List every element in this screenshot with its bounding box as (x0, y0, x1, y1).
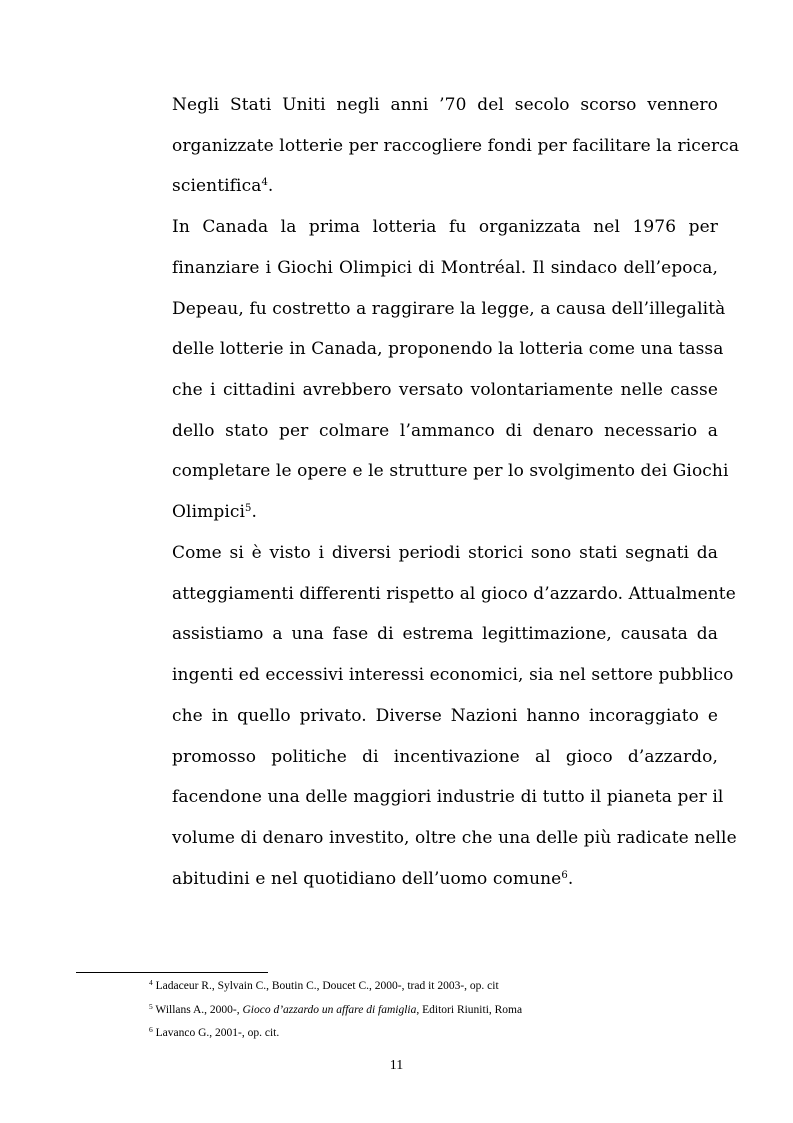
footnote-number: 4 (149, 978, 153, 987)
footnote-number: 6 (149, 1025, 153, 1034)
body-line: ingenti ed eccessivi interessi economici, sia nel settore pubblico (172, 665, 734, 685)
body-text: . (567, 869, 574, 889)
body-text: Olimpici (172, 502, 246, 522)
body-line: delle lotterie in Canada, proponendo la lotteria come una tassa (172, 339, 724, 359)
body-line: promosso politiche di incentivazione al gioco d’azzardo, (172, 747, 718, 767)
footnote-ref-5: 5 (245, 503, 252, 514)
footnote-book-title: Gioco d’azzardo un affare di famiglia (242, 1004, 417, 1016)
body-line: In Canada la prima lotteria fu organizzata nel 1976 per (172, 217, 718, 237)
footnote-separator (76, 972, 268, 973)
body-line: Negli Stati Uniti negli anni ’70 del secolo scorso vennero (172, 95, 718, 115)
body-line: volume di denaro investito, oltre che una delle più radicate nelle (172, 828, 737, 848)
footnote-text: Ladaceur R., Sylvain C., Boutin C., Doucet C., 2000-, trad it 2003-, op. cit (155, 980, 499, 992)
body-line: Depeau, fu costretto a raggirare la legge, a causa dell’illegalità (172, 299, 726, 319)
body-text: abitudini e nel quotidiano dell’uomo comune (172, 869, 562, 889)
footnote-text: , Editori Riuniti, Roma (416, 1004, 523, 1016)
footnote-5 (149, 1003, 522, 1017)
body-text: scientifica (172, 176, 262, 196)
body-text: . (251, 502, 257, 522)
body-line: che i cittadini avrebbero versato volontariamente nelle casse (172, 380, 718, 400)
body-line (172, 174, 718, 198)
body-line: organizzate lotterie per raccogliere fondi per facilitare la ricerca (172, 136, 740, 156)
footnote-ref-6: 6 (561, 870, 568, 881)
body-line: atteggiamenti differenti rispetto al gioco d’azzardo. Attualmente (172, 584, 736, 604)
footnote-text: Willans A., 2000-, (155, 1004, 243, 1016)
body-text: . (267, 176, 274, 196)
page-number: 11 (389, 1058, 404, 1073)
body-line (172, 867, 718, 891)
footnote-text: Lavanco G., 2001-, op. cit. (155, 1027, 280, 1039)
body-line: dello stato per colmare l’ammanco di denaro necessario a (172, 421, 718, 441)
footnote-number: 5 (149, 1002, 153, 1011)
body-line: finanziare i Giochi Olimpici di Montréal. Il sindaco dell’epoca, (172, 258, 718, 278)
body-line: completare le opere e le strutture per lo svolgimento dei Giochi (172, 461, 729, 481)
body-line: assistiamo a una fase di estrema legittimazione, causata da (172, 624, 718, 644)
footnote-4 (149, 979, 499, 993)
body-line (172, 500, 718, 524)
footnote-ref-4: 4 (261, 177, 268, 188)
footnote-6 (149, 1026, 279, 1040)
body-line: facendone una delle maggiori industrie di tutto il pianeta per il (172, 787, 724, 807)
body-line: Come si è visto i diversi periodi storici sono stati segnati da (172, 543, 718, 563)
body-line: che in quello privato. Diverse Nazioni hanno incoraggiato e (172, 706, 718, 726)
